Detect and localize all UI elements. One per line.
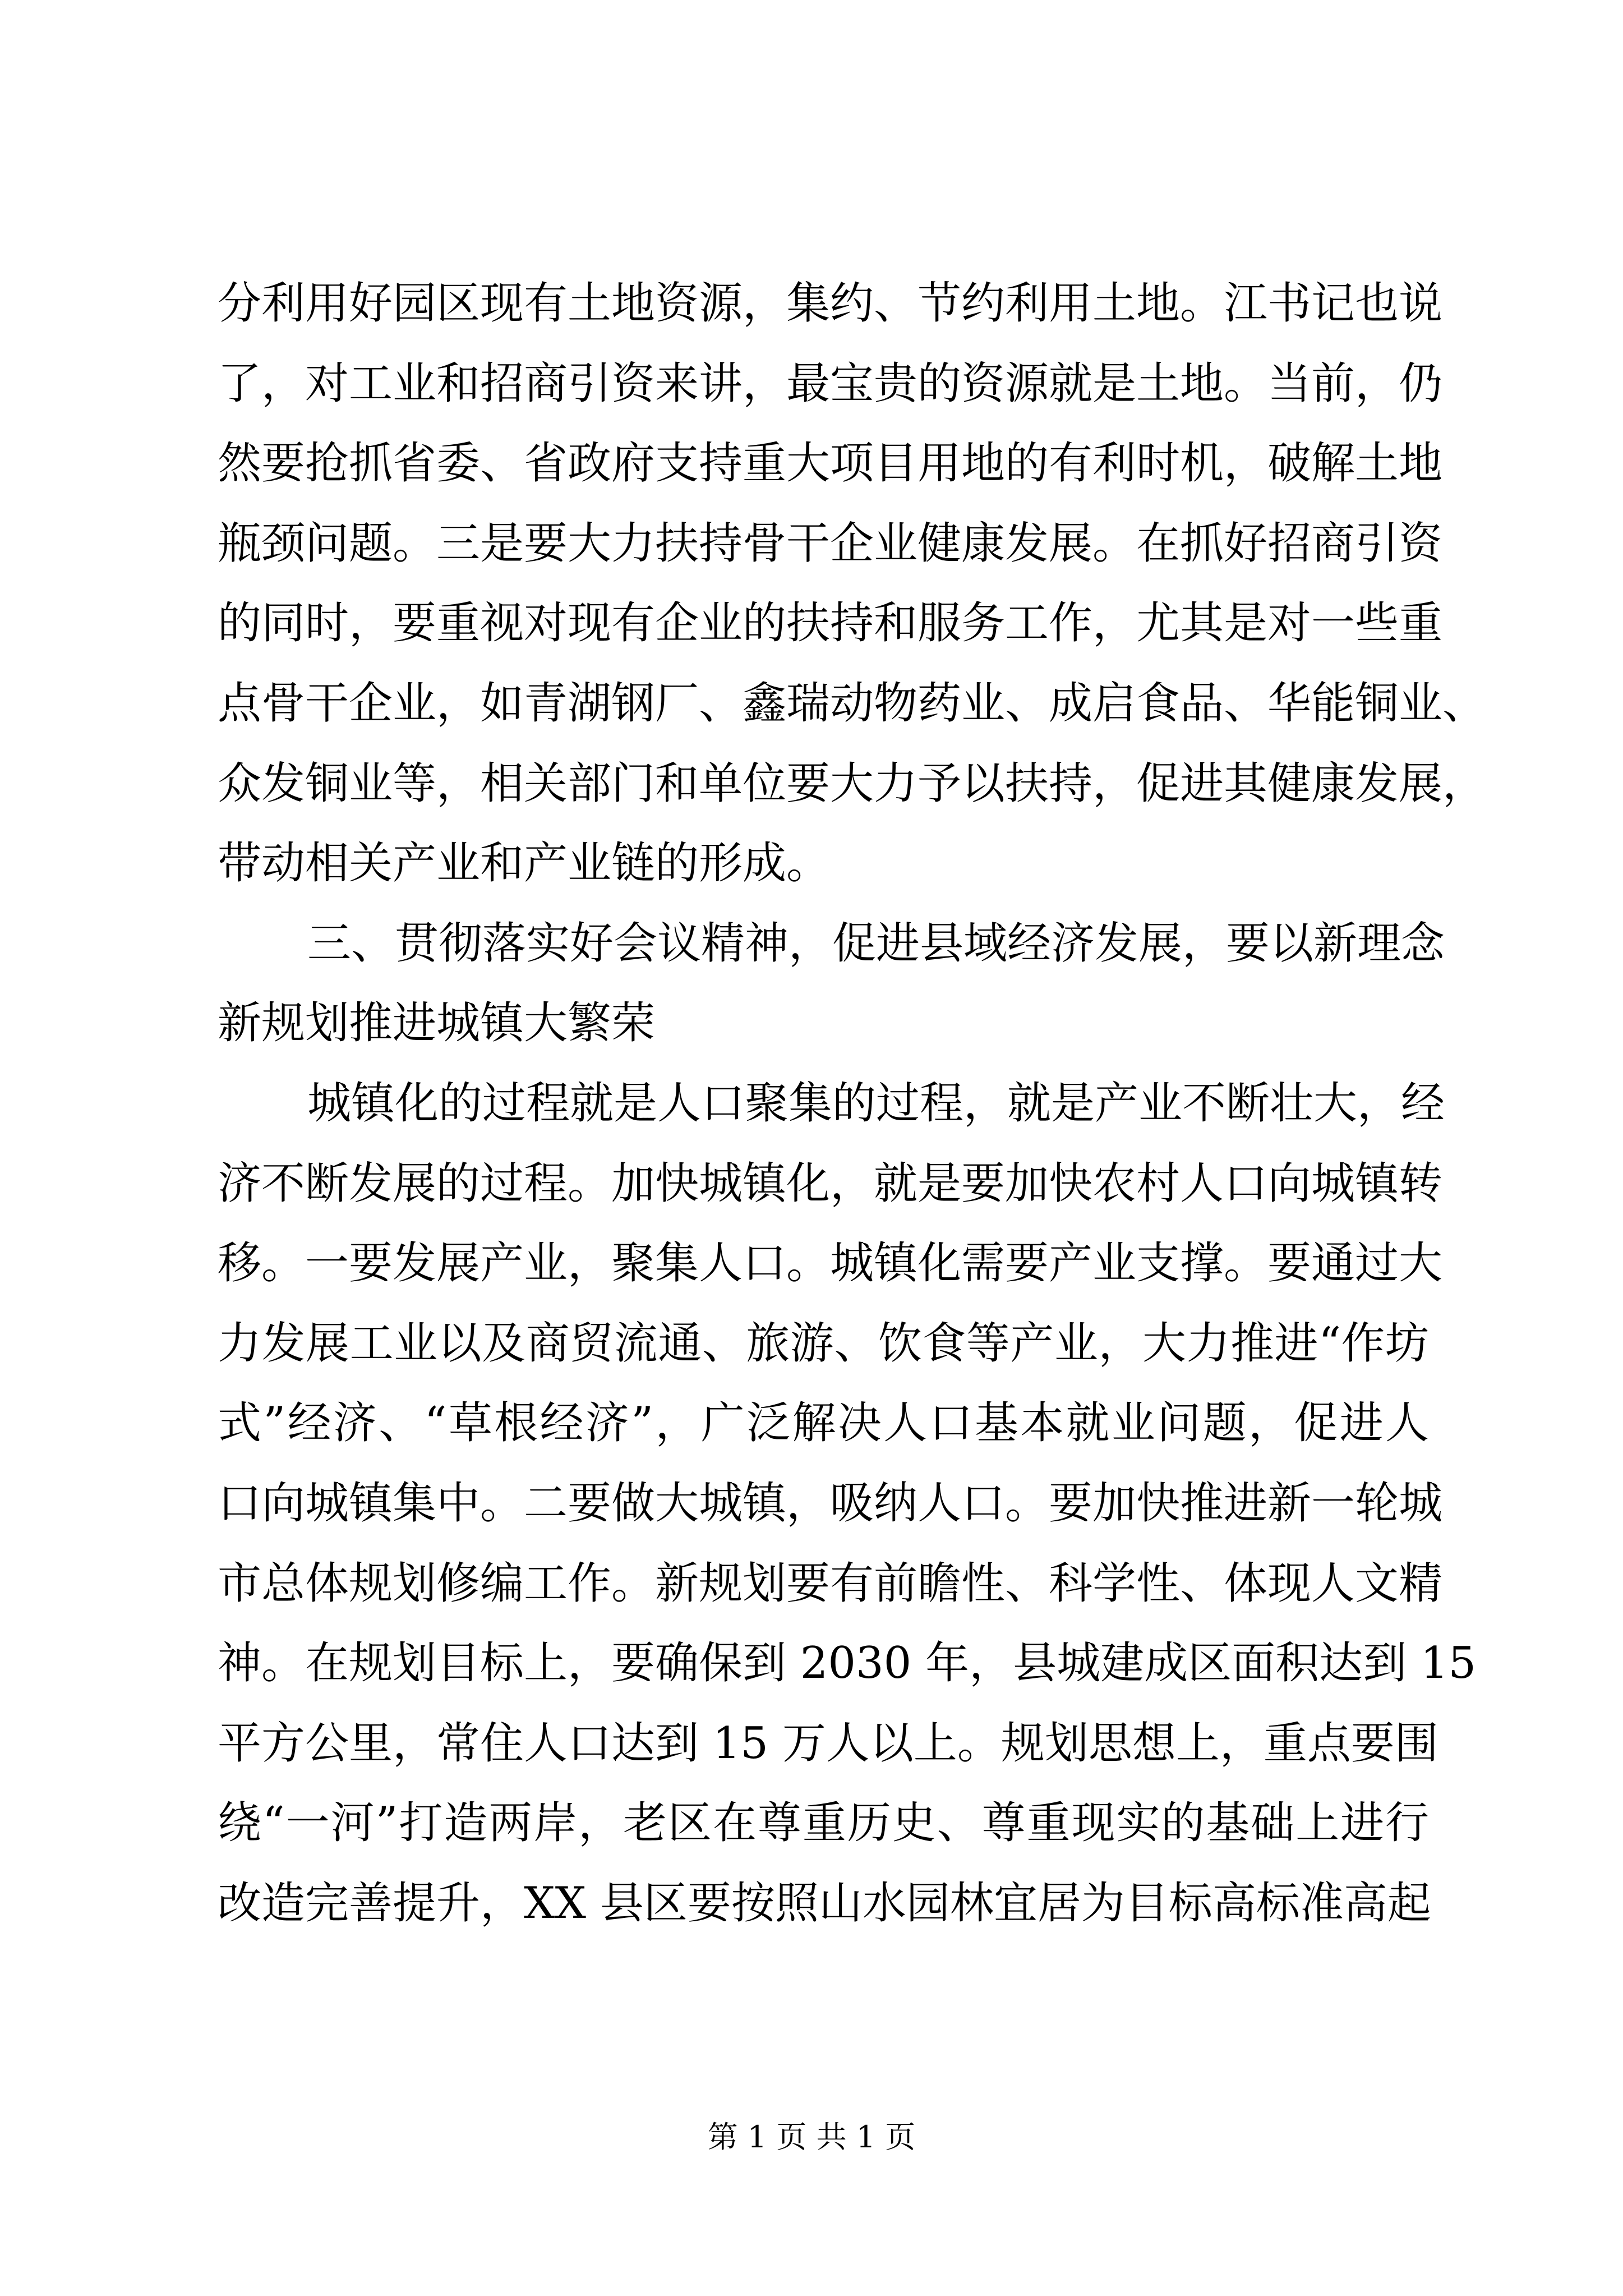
- page-footer: 第 1 页 共 1 页: [707, 2119, 916, 2155]
- text-line: 济不断发展的过程。加快城镇化，就是要加快农村人口向城镇转: [218, 1158, 1443, 1209]
- section-heading-line: 新规划推进城镇大繁荣: [218, 998, 656, 1049]
- text-line: 带动相关产业和产业链的形成。: [218, 838, 831, 889]
- text-line: 移。一要发展产业，聚集人口。城镇化需要产业支撑。要通过大: [218, 1238, 1443, 1289]
- text-line: 平方公里，常住人口达到 15 万人以上。规划思想上，重点要围: [218, 1718, 1438, 1769]
- text-line: 绕“一河”打造两岸，老区在尊重历史、尊重现实的基础上进行: [218, 1798, 1429, 1849]
- text-line: 的同时，要重视对现有企业的扶持和服务工作，尤其是对一些重: [218, 598, 1443, 649]
- text-line: 力发展工业以及商贸流通、旅游、饮食等产业，大力推进“作坊: [218, 1318, 1429, 1369]
- text-line: 点骨干企业，如青湖钢厂、鑫瑞动物药业、成启食品、华能铜业、: [218, 678, 1487, 729]
- text-line: 瓶颈问题。三是要大力扶持骨干企业健康发展。在抓好招商引资: [218, 518, 1443, 569]
- text-line: 神。在规划目标上，要确保到 2030 年，县城建成区面积达到 15: [218, 1638, 1477, 1689]
- body-text: [218, 264, 1487, 1943]
- text-line: 分利用好园区现有土地资源，集约、节约利用土地。江书记也说: [218, 278, 1443, 329]
- text-line: 式”经济、“草根经济”，广泛解决人口基本就业问题，促进人: [218, 1398, 1429, 1449]
- text-line: 了，对工业和招商引资来讲，最宝贵的资源就是土地。当前，仍: [218, 358, 1443, 409]
- section-heading-line: 三、贯彻落实好会议精神，促进县域经济发展，要以新理念: [307, 918, 1445, 969]
- text-line: 口向城镇集中。二要做大城镇，吸纳人口。要加快推进新一轮城: [218, 1478, 1443, 1529]
- text-line: 然要抢抓省委、省政府支持重大项目用地的有利时机，破解土地: [218, 438, 1443, 489]
- text-line: 改造完善提升，XX 县区要按照山水园林宜居为目标高标准高起: [218, 1878, 1431, 1929]
- text-line: 城镇化的过程就是人口聚集的过程，就是产业不断壮大，经: [307, 1078, 1445, 1129]
- text-line: 众发铜业等，相关部门和单位要大力予以扶持，促进其健康发展，: [218, 758, 1487, 809]
- text-line: 市总体规划修编工作。新规划要有前瞻性、科学性、体现人文精: [218, 1558, 1443, 1609]
